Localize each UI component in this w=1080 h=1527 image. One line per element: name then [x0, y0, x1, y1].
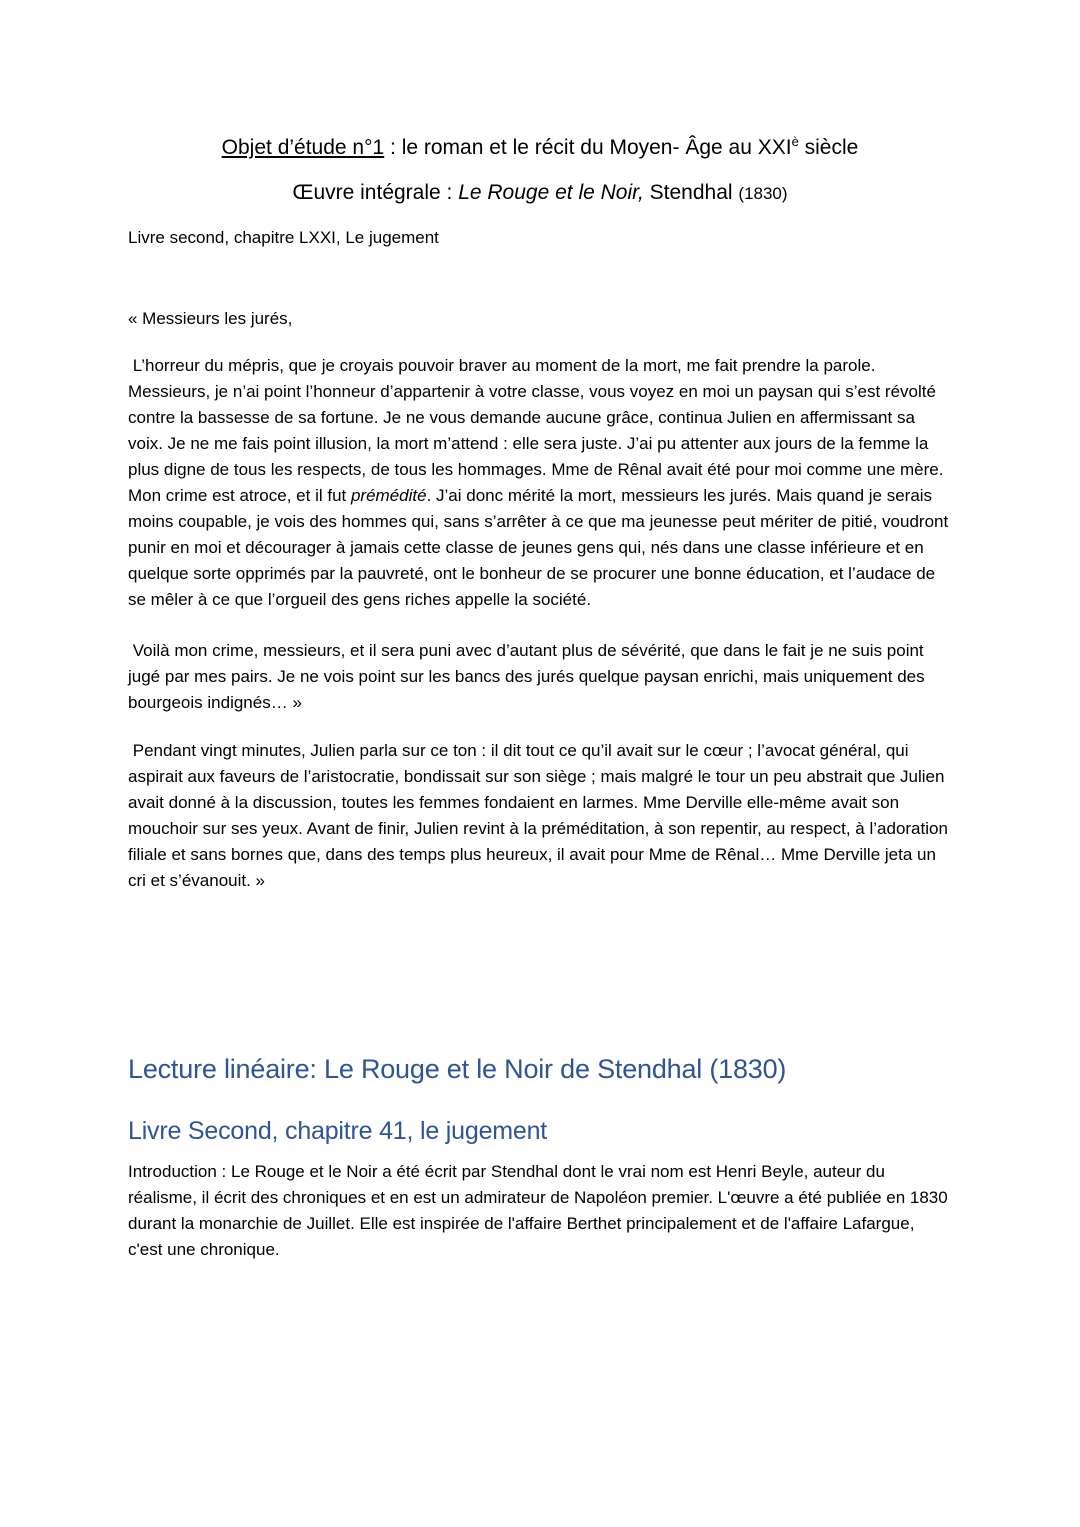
title-superscript: è — [791, 134, 799, 149]
subtitle-prefix: Œuvre intégrale : — [292, 181, 459, 204]
excerpt-paragraph-3: Pendant vingt minutes, Julien parla sur ce ton : il dit tout ce qu’il avait sur le cœur ; l’avocat général, qui aspirait aux faveurs de l’aristocratie, bondissait sur son siège ; mais malgré le tour un peu abstrait que Julien avait donné à la discussion, toutes les femmes fondaient en larmes. Mme Derville elle-même avait son mouchoir sur ses yeux. Avant de finir, Julien revint à la préméditation, à son repentir, au respect, à l’adoration filiale et sans bornes que, dans des temps plus heureux, il avait pour Mme de Rênal… Mme Derville jeta un cri et s’évanouit. » — [128, 741, 953, 890]
excerpt-paragraph-2: Voilà mon crime, messieurs, et il sera puni avec d’autant plus de sévérité, que dans le fait je ne suis point jugé par mes pairs. Je ne vois point sur les bancs des jurés quelque paysan enrichi, mais uniquement des bourgeois indignés… » — [128, 641, 930, 712]
excerpt-paragraph-1-italic-word: prémédité — [350, 486, 427, 505]
document-subtitle — [128, 178, 952, 209]
subtitle-year: (1830) — [738, 184, 788, 203]
subtitle-work-title: Le Rouge et le Noir, — [458, 181, 644, 204]
excerpt-paragraph-1 — [128, 353, 952, 613]
analysis-subheading: Livre Second, chapitre 41, le jugement — [128, 1117, 548, 1145]
excerpt-paragraph-1-text: L’horreur du mépris, que je croyais pouvoir braver au moment de la mort, me fait prendre la parole. Messieurs, je n’ai point l’honneur d’appartenir à votre classe, vous voyez en moi un paysan qui s’est révolté contre la bassesse de sa fortune. Je ne vous demande aucune grâce, continua Julien en affermissant sa voix. Je ne me fais point illusion, la mort m’attend : elle sera juste. J’ai pu attenter aux jours de la femme la plus digne de tous les respects, de tous les hommages. Mme de Rênal avait été pour moi comme une mère. Mon crime est atroce, et il fut — [128, 356, 949, 505]
subtitle-author: Stendhal — [643, 181, 739, 204]
document-title — [128, 133, 952, 163]
title-rest-part: : le roman et le récit du Moyen- Âge au XXI — [384, 136, 792, 159]
analysis-introduction: Introduction : Le Rouge et le Noir a été écrit par Stendhal dont le vrai nom est Henri Beyle, auteur du réalisme, il écrit des chroniques et en est un admirateur de Napoléon premier. L'œuvre a été publiée en 1830 durant la monarchie de Juillet. Elle est inspirée de l'affaire Berthet principalement et de l'affaire Lafargue, c'est une chronique. — [128, 1162, 953, 1259]
title-end-part: siècle — [798, 136, 859, 159]
chapter-line: Livre second, chapitre LXXI, Le jugement — [128, 228, 439, 247]
analysis-heading: Lecture linéaire: Le Rouge et le Noir de Stendhal (1830) — [128, 1054, 787, 1084]
excerpt-paragraph-1-text-end: . J’ai donc mérité la mort, messieurs les jurés. Mais quand je serais moins coupable, je vois des hommes qui, sans s’arrêter à ce que ma jeunesse peut mériter de pitié, voudront punir en moi et décourager à jamais cette classe de jeunes gens qui, nés dans une classe inférieure et en quelque sorte opprimés par la pauvreté, ont le bonheur de se procurer une bonne éducation, et l’audace de se mêler à ce que l’orgueil des gens riches appelle la société. — [128, 486, 953, 609]
title-underlined-part: Objet d’étude n°1 — [221, 136, 385, 159]
excerpt-salutation: « Messieurs les jurés, — [128, 309, 293, 328]
